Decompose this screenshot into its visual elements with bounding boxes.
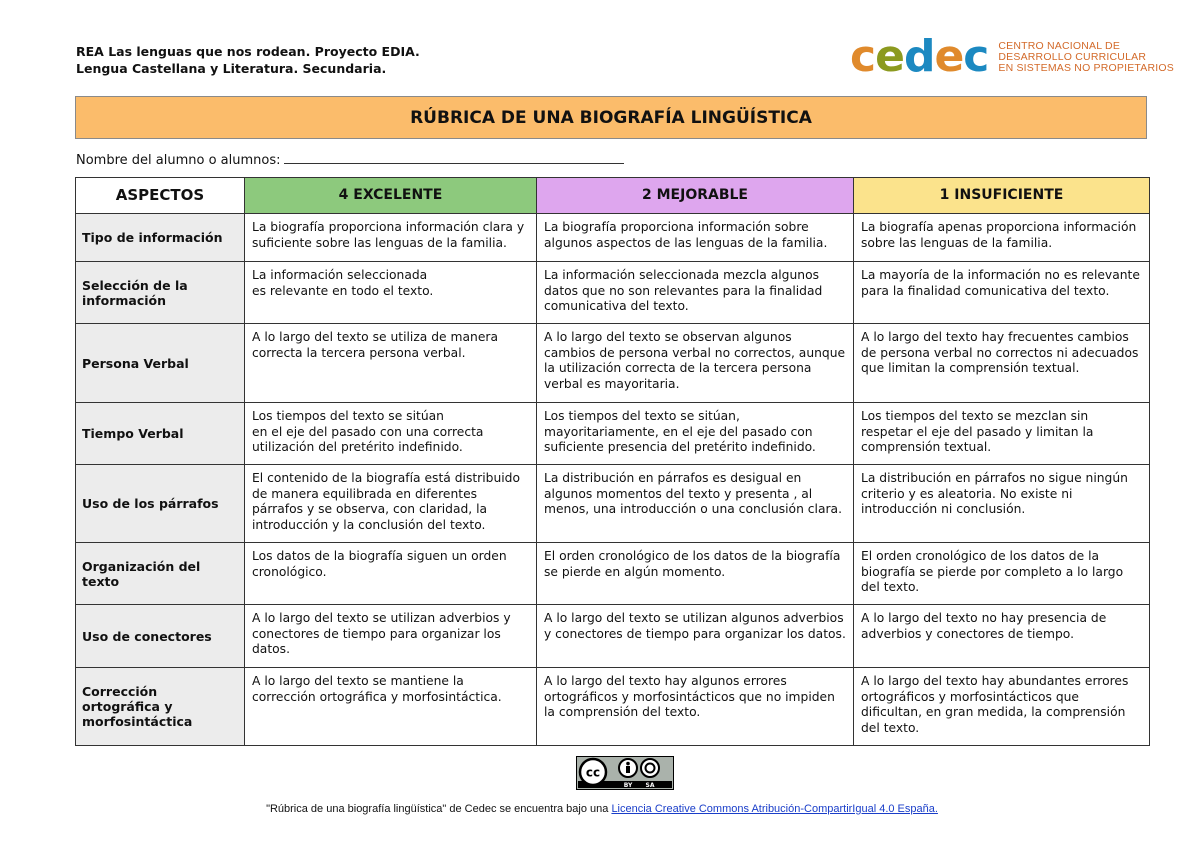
table-header-row xyxy=(76,178,1150,214)
cedec-logo-word xyxy=(850,31,989,82)
aspect-cell: Tipo de información xyxy=(76,214,245,262)
cc-icon-label: cc xyxy=(585,765,601,780)
aspect-cell: Persona Verbal xyxy=(76,324,245,403)
insuficiente-cell: La biografía apenas proporciona información sobre las lenguas de la familia. xyxy=(854,214,1150,262)
aspect-cell: Tiempo Verbal xyxy=(76,403,245,465)
header-mejorable: 2 MEJORABLE xyxy=(537,178,854,214)
cedec-logo-tagline xyxy=(998,41,1174,74)
aspect-cell: Selección de la información xyxy=(76,262,245,324)
insuficiente-cell: La distribución en párrafos no sigue ningún criterio y es aleatoria. No existe ni introducción ni conclusión. xyxy=(854,465,1150,543)
mejorable-cell: La información seleccionada mezcla algunos datos que no son relevantes para la finalidad comunicativa del texto. xyxy=(537,262,854,324)
by-label: BY xyxy=(623,782,633,790)
mejorable-cell: La distribución en párrafos es desigual en algunos momentos del texto y presenta , al menos, una introducción o una conclusión clara. xyxy=(537,465,854,543)
logo-letter: e xyxy=(934,31,964,82)
header-insuficiente: 1 INSUFICIENTE xyxy=(854,178,1150,214)
license-text: "Rúbrica de una biografía lingüística" de Cedec se encuentra bajo una xyxy=(266,803,612,815)
logo-letter: c xyxy=(850,31,876,82)
student-name-blank xyxy=(284,151,624,164)
tagline-line: EN SISTEMAS NO PROPIETARIOS xyxy=(998,61,1174,74)
tagline-line: CENTRO NACIONAL DE xyxy=(998,39,1121,52)
excelente-cell: El contenido de la biografía está distribuido de manera equilibrada en diferentes párrafos y se observa, con claridad, la introducción y la conclusión del texto. xyxy=(245,465,537,543)
excelente-cell: La información seleccionada es relevante en todo el texto. xyxy=(245,262,537,324)
tagline-line: DESARROLLO CURRICULAR xyxy=(998,50,1147,63)
table-row xyxy=(76,543,1150,605)
logo-letter: c xyxy=(963,31,989,82)
logo-letter: e xyxy=(875,31,904,82)
excelente-cell: La biografía proporciona información clara y suficiente sobre las lenguas de la familia. xyxy=(245,214,537,262)
mejorable-cell: A lo largo del texto se utilizan algunos adverbios y conectores de tiempo para organizar los datos. xyxy=(537,605,854,668)
mejorable-cell: A lo largo del texto hay algunos errores ortográficos y morfosintácticos que no impiden la comprensión del texto. xyxy=(537,668,854,746)
table-row xyxy=(76,668,1150,746)
excelente-cell: A lo largo del texto se mantiene la corrección ortográfica y morfosintáctica. xyxy=(245,668,537,746)
sa-icon xyxy=(641,759,659,777)
mejorable-cell: Los tiempos del texto se sitúan, mayoritariamente, en el eje del pasado con suficiente presencia del pretérito indefinido. xyxy=(537,403,854,465)
rubric-title: RÚBRICA DE UNA BIOGRAFÍA LINGÜÍSTICA xyxy=(75,96,1147,139)
mejorable-cell: El orden cronológico de los datos de la biografía se pierde en algún momento. xyxy=(537,543,854,605)
table-row xyxy=(76,403,1150,465)
table-row xyxy=(76,465,1150,543)
student-name-label: Nombre del alumno o alumnos: xyxy=(76,153,281,168)
insuficiente-cell: El orden cronológico de los datos de la biografía se pierde por completo a lo largo del texto. xyxy=(854,543,1150,605)
header-aspectos: ASPECTOS xyxy=(76,178,245,214)
cc-by-sa-badge xyxy=(576,756,674,790)
header-line-1: REA Las lenguas que nos rodean. Proyecto EDIA. xyxy=(76,44,420,59)
sa-label: SA xyxy=(645,782,655,790)
document-header xyxy=(76,43,420,77)
student-name-field xyxy=(76,151,624,168)
insuficiente-cell: Los tiempos del texto se mezclan sin respetar el eje del pasado y limitan la comprensión textual. xyxy=(854,403,1150,465)
license-link[interactable]: Licencia Creative Commons Atribución-CompartirIgual 4.0 España. xyxy=(611,803,938,815)
mejorable-cell: La biografía proporciona información sobre algunos aspectos de las lenguas de la familia. xyxy=(537,214,854,262)
aspect-cell: Uso de conectores xyxy=(76,605,245,668)
table-row xyxy=(76,214,1150,262)
table-row xyxy=(76,324,1150,403)
insuficiente-cell: A lo largo del texto no hay presencia de adverbios y conectores de tiempo. xyxy=(854,605,1150,668)
mejorable-cell: A lo largo del texto se observan algunos cambios de persona verbal no correctos, aunque la utilización correcta de la tercera persona verbal es mayoritaria. xyxy=(537,324,854,403)
aspect-cell: Organización del texto xyxy=(76,543,245,605)
cedec-logo xyxy=(850,31,1174,82)
excelente-cell: A lo largo del texto se utilizan adverbios y conectores de tiempo para organizar los datos. xyxy=(245,605,537,668)
header-excelente: 4 EXCELENTE xyxy=(245,178,537,214)
excelente-cell: A lo largo del texto se utiliza de manera correcta la tercera persona verbal. xyxy=(245,324,537,403)
insuficiente-cell: La mayoría de la información no es relevante para la finalidad comunicativa del texto. xyxy=(854,262,1150,324)
insuficiente-cell: A lo largo del texto hay frecuentes cambios de persona verbal no correctos ni adecuados que limitan la comprensión textual. xyxy=(854,324,1150,403)
header-line-2: Lengua Castellana y Literatura. Secundaria. xyxy=(76,61,387,76)
excelente-cell: Los tiempos del texto se sitúan en el eje del pasado con una correcta utilización del pretérito indefinido. xyxy=(245,403,537,465)
aspect-cell: Uso de los párrafos xyxy=(76,465,245,543)
insuficiente-cell: A lo largo del texto hay abundantes errores ortográficos y morfosintácticos que dificultan, en gran medida, la comprensión del texto. xyxy=(854,668,1150,746)
aspect-cell: Corrección ortográfica y morfosintáctica xyxy=(76,668,245,746)
logo-letter: d xyxy=(903,31,935,82)
rubric-table xyxy=(75,177,1150,746)
license-footer xyxy=(0,803,1204,815)
excelente-cell: Los datos de la biografía siguen un orden cronológico. xyxy=(245,543,537,605)
table-row xyxy=(76,605,1150,668)
table-row xyxy=(76,262,1150,324)
